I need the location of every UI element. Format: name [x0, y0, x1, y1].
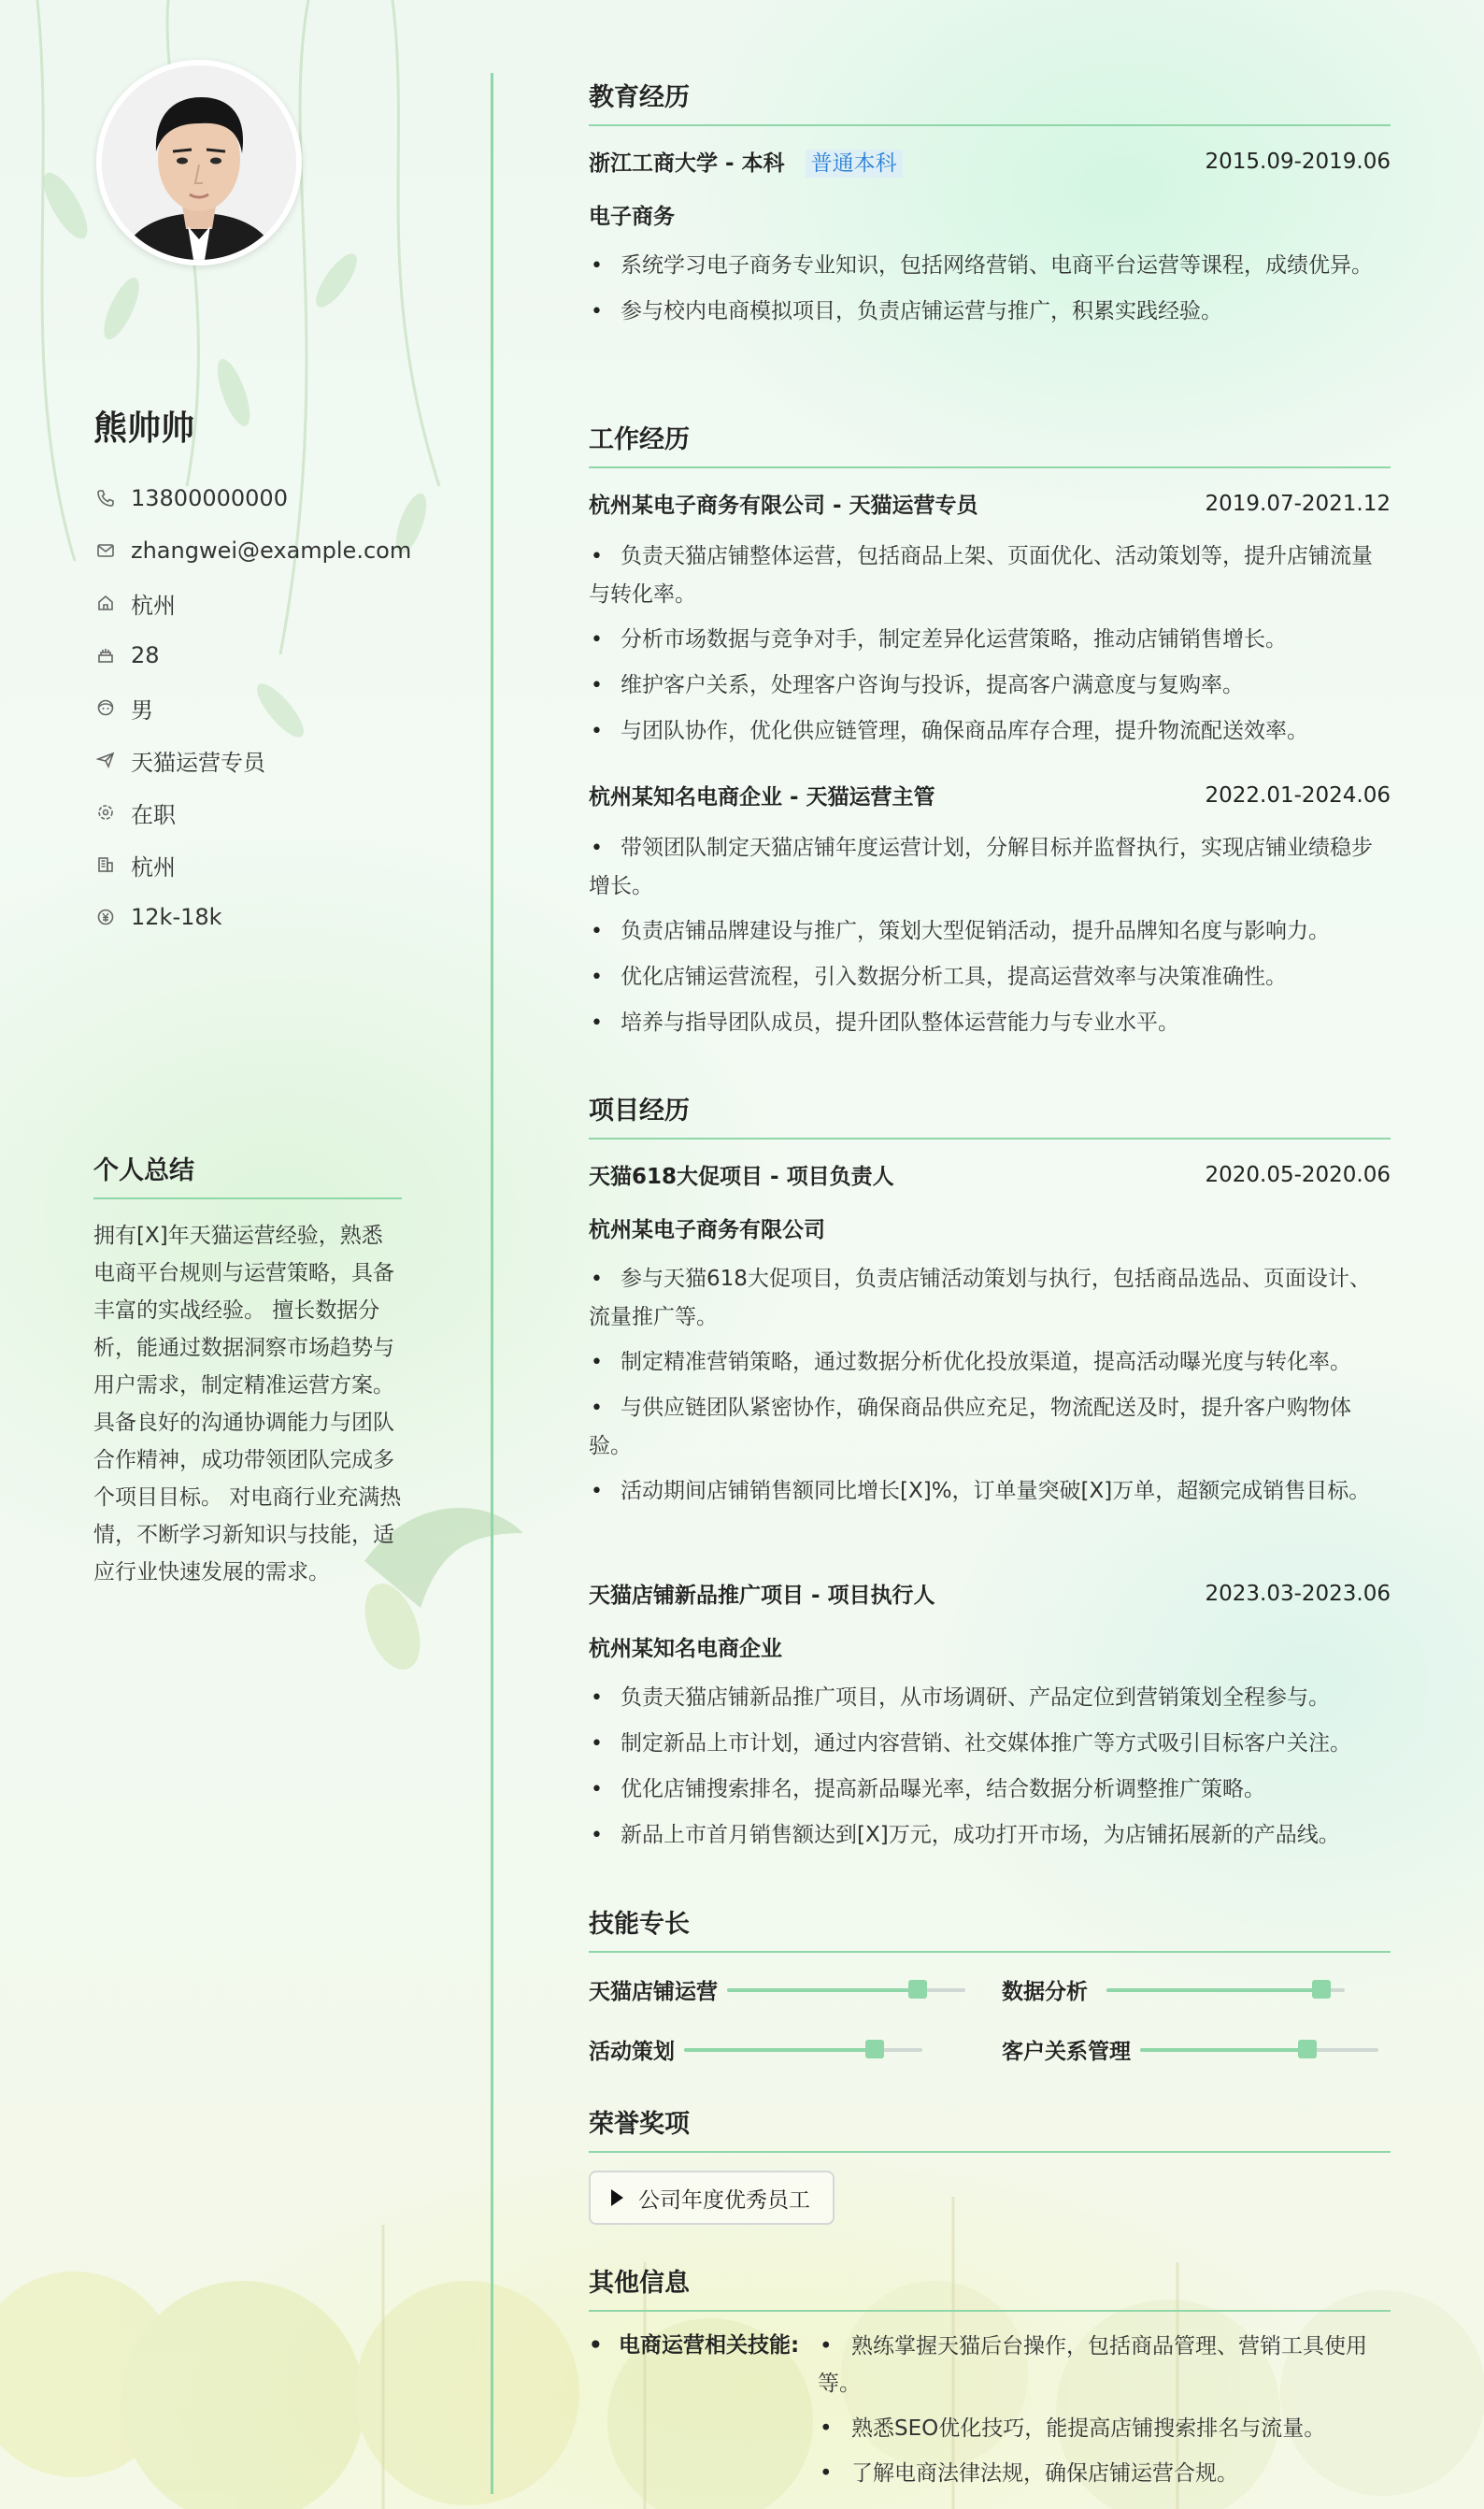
send-icon	[93, 748, 118, 772]
list-item: • 分析市场数据与竞争对手，制定差异化运营策略，推动店铺销售增长。	[589, 621, 1391, 659]
salary-icon	[93, 905, 118, 929]
info-email-value: zhangwei@example.com	[131, 538, 412, 564]
work-item-1-bullets	[589, 538, 1391, 758]
education-major: 电子商务	[589, 205, 675, 229]
skill-bar-fill	[1140, 2048, 1307, 2052]
list-item: • 优化店铺搜索排名，提高新品曝光率，结合数据分析调整推广策略。	[589, 1771, 1391, 1809]
list-item: • 参与天猫618大促项目，负责店铺活动策划与执行，包括商品选品、页面设计、流量推广等。	[589, 1260, 1391, 1336]
gender-icon	[93, 695, 118, 720]
list-item: • 了解电商法律法规，确保店铺运营合规。	[818, 2455, 1391, 2492]
info-salary	[93, 891, 411, 943]
avatar-photo	[102, 65, 296, 260]
summary-heading: 个人总结	[93, 1150, 402, 1199]
info-status-value: 在职	[131, 801, 176, 828]
education-heading: 教育经历	[589, 77, 1391, 126]
project-item-2-head	[589, 1578, 1391, 1609]
column-divider	[491, 73, 493, 2494]
skill-bar-knob	[1312, 1980, 1331, 1999]
info-status	[93, 786, 411, 839]
building-icon	[93, 853, 118, 877]
info-phone-value: 13800000000	[131, 485, 288, 511]
project-item-1-date: 2020.05-2020.06	[1205, 1162, 1391, 1187]
skill-bar-knob	[908, 1980, 927, 1999]
info-city	[93, 577, 411, 629]
skill-bar-knob	[1298, 2040, 1317, 2058]
project-item-2-company: 杭州某知名电商企业	[589, 1637, 782, 1661]
list-item: • 维护客户关系，处理客户咨询与投诉，提高客户满意度与复购率。	[589, 667, 1391, 705]
list-item: • 与供应链团队紧密协作，确保商品供应充足，物流配送及时，提升客户购物体验。	[589, 1389, 1391, 1465]
play-icon	[611, 2189, 623, 2206]
home-icon	[93, 591, 118, 615]
project-item-1-head	[589, 1159, 1391, 1190]
skill-name: 天猫店铺运营	[589, 1980, 718, 2004]
project-item-1-bullets	[589, 1260, 1391, 1518]
info-phone	[93, 472, 411, 524]
list-item: • 参与校内电商模拟项目，负责店铺运营与推广，积累实践经验。	[589, 293, 1391, 331]
skill-bar	[684, 2048, 922, 2052]
list-item: • 系统学习电子商务专业知识，包括网络营销、电商平台运营等课程，成绩优异。	[589, 247, 1391, 285]
projects-heading: 项目经历	[589, 1090, 1391, 1140]
info-age	[93, 629, 411, 681]
education-bullets	[589, 247, 1391, 338]
skill-bar	[1140, 2048, 1378, 2052]
project-item-1-title: 天猫618大促项目 - 项目负责人	[589, 1165, 894, 1189]
email-icon	[93, 538, 118, 563]
education-tag: 普通本科	[806, 150, 903, 178]
list-item: • 熟练掌握天猫后台操作，包括商品管理、营销工具使用等。	[818, 2328, 1391, 2402]
list-item: • 负责天猫店铺新品推广项目，从市场调研、产品定位到营销策划全程参与。	[589, 1679, 1391, 1717]
work-item-2-title: 杭州某知名电商企业 - 天猫运营主管	[589, 785, 935, 810]
other-label: • 电商运营相关技能:	[589, 2328, 799, 2358]
skill-item	[589, 2034, 922, 2065]
other-heading: 其他信息	[589, 2262, 1391, 2312]
contact-info-list	[93, 472, 411, 943]
skill-bar	[727, 1988, 965, 1992]
work-item-2-head	[589, 780, 1391, 810]
info-work-city-value: 杭州	[131, 853, 176, 881]
work-item-1-title: 杭州某电子商务有限公司 - 天猫运营专员	[589, 494, 978, 518]
info-work-city	[93, 839, 411, 891]
work-heading: 工作经历	[589, 419, 1391, 468]
work-item-1-head	[589, 488, 1391, 519]
candidate-name: 熊帅帅	[93, 409, 195, 448]
list-item: • 与团队协作，优化供应链管理，确保商品库存合理，提升物流配送效率。	[589, 712, 1391, 751]
project-item-2-title: 天猫店铺新品推广项目 - 项目执行人	[589, 1584, 935, 1608]
skill-item	[1002, 1974, 1345, 2005]
list-item: • 制定精准营销策略，通过数据分析优化投放渠道，提高活动曝光度与转化率。	[589, 1343, 1391, 1382]
cake-icon	[93, 643, 118, 667]
other-bullets	[818, 2328, 1391, 2500]
project-item-2-date: 2023.03-2023.06	[1205, 1581, 1391, 1606]
list-item: • 制定新品上市计划，通过内容营销、社交媒体推广等方式吸引目标客户关注。	[589, 1725, 1391, 1763]
info-gender	[93, 681, 411, 734]
info-gender-value: 男	[131, 696, 153, 724]
skill-bar-fill	[1106, 1988, 1321, 1992]
skill-bar-fill	[727, 1988, 918, 1992]
work-item-2-bullets	[589, 829, 1391, 1050]
work-item-1-date: 2019.07-2021.12	[1205, 491, 1391, 516]
skill-bar-knob	[865, 2040, 884, 2058]
project-item-1-company: 杭州某电子商务有限公司	[589, 1218, 825, 1242]
info-city-value: 杭州	[131, 592, 176, 619]
phone-icon	[93, 486, 118, 510]
skill-bar-fill	[684, 2048, 875, 2052]
award-label: 公司年度优秀员工	[638, 2187, 810, 2213]
info-position-value: 天猫运营专员	[131, 749, 265, 776]
skill-name: 客户关系管理	[1002, 2040, 1131, 2064]
avatar	[96, 60, 302, 265]
education-school-line	[589, 146, 903, 177]
skill-item	[1002, 2034, 1378, 2065]
summary-text: 拥有[X]年天猫运营经验，熟悉电商平台规则与运营策略，具备丰富的实战经验。 擅长数据分析，能通过数据洞察市场趋势与用户需求，制定精准运营方案。 具备良好的沟通协调能力与团队合作精神，成功带领团队完成多个项目目标。 对电商行业充满热情，不断学习新知识与技能，适应行业快速发展的需求。	[93, 1224, 402, 1584]
project-item-2-bullets	[589, 1679, 1391, 1862]
awards-heading: 荣誉奖项	[589, 2103, 1391, 2153]
list-item: • 优化店铺运营流程，引入数据分析工具，提高运营效率与决策准确性。	[589, 958, 1391, 996]
info-position	[93, 734, 411, 786]
list-item: • 熟悉SEO优化技巧，能提高店铺搜索排名与流量。	[818, 2410, 1391, 2447]
info-email	[93, 524, 411, 577]
sidebar	[0, 0, 491, 2509]
education-school: 浙江工商大学 - 本科	[589, 151, 785, 176]
skill-name: 数据分析	[1002, 1980, 1088, 2004]
skill-item	[589, 1974, 965, 2005]
skills-heading: 技能专长	[589, 1903, 1391, 1953]
list-item: • 新品上市首月销售额达到[X]万元，成功打开市场，为店铺拓展新的产品线。	[589, 1816, 1391, 1855]
info-age-value: 28	[131, 642, 160, 668]
status-icon	[93, 800, 118, 824]
skill-name: 活动策划	[589, 2040, 675, 2064]
list-item: • 负责店铺品牌建设与推广，策划大型促销活动，提升品牌知名度与影响力。	[589, 912, 1391, 951]
info-salary-value: 12k-18k	[131, 904, 222, 930]
work-item-2-date: 2022.01-2024.06	[1205, 782, 1391, 808]
list-item: • 带领团队制定天猫店铺年度运营计划，分解目标并监督执行，实现店铺业绩稳步增长。	[589, 829, 1391, 905]
list-item: • 活动期间店铺销售额同比增长[X]%，订单量突破[X]万单，超额完成销售目标。	[589, 1472, 1391, 1511]
award-badge[interactable]	[589, 2171, 835, 2225]
education-item-head	[589, 146, 1391, 177]
list-item: • 培养与指导团队成员，提升团队整体运营能力与专业水平。	[589, 1004, 1391, 1042]
skill-bar	[1106, 1988, 1345, 1992]
education-date: 2015.09-2019.06	[1205, 149, 1391, 174]
list-item: • 负责天猫店铺整体运营，包括商品上架、页面优化、活动策划等，提升店铺流量与转化率。	[589, 538, 1391, 613]
person-portrait-icon	[102, 65, 296, 260]
